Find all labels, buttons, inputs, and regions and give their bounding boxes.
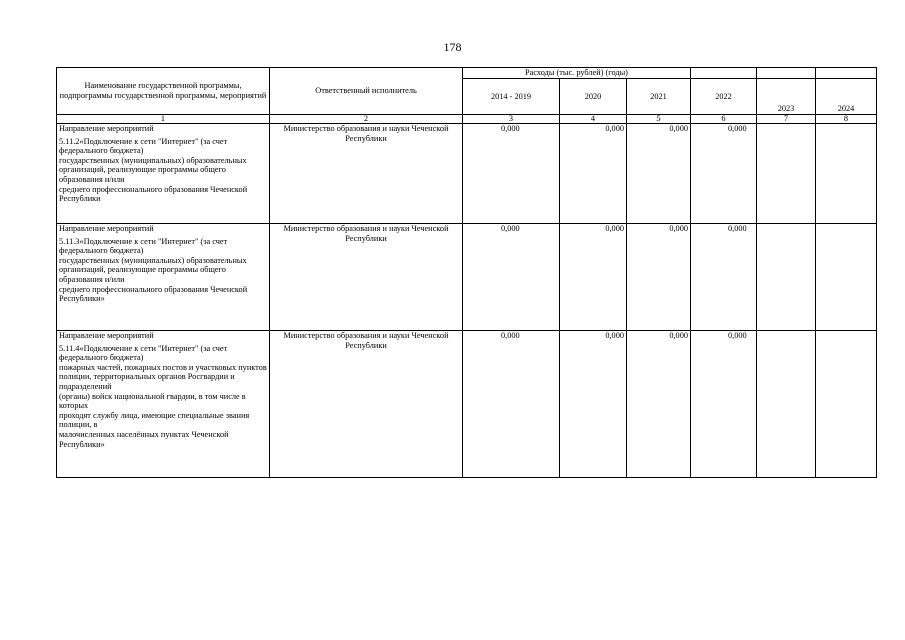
year-header: 2023: [757, 79, 816, 115]
header-row-1: [57, 68, 877, 79]
column-number: 4: [560, 115, 627, 124]
column-number: 2: [270, 115, 463, 124]
header-blank-cell: [757, 68, 816, 79]
col-expenses-header: Расходы (тыс. рублей) (годы): [463, 68, 691, 79]
column-number: 5: [627, 115, 691, 124]
page-number: 178: [443, 40, 462, 54]
table-row: [57, 224, 877, 331]
table-row: [57, 331, 877, 478]
value-cell: 0,000: [463, 124, 560, 224]
value-cell: 0,000: [560, 124, 627, 224]
value-cell: 0,000: [560, 224, 627, 331]
header-blank-cell: [691, 68, 757, 79]
year-header: 2014 - 2019: [463, 79, 560, 115]
value-cell: [816, 224, 877, 331]
value-cell: 0,000: [691, 331, 757, 478]
column-number-row: [57, 115, 877, 124]
column-number: 6: [691, 115, 757, 124]
column-number: 3: [463, 115, 560, 124]
activity-name: Направление мероприятий 5.11.4«Подключение к сети "Интернет" (за счет федерального бюджета) пожарных частей, пожарных постов и участковых пунктов полиции, территориальных органов Росгвардии и подразделений (органы) войск национальной гвардии, в том числе в которых проходят службу лица, имеющие специальные звания полиции, в малочисленных населённых пунктах Чеченской Республики»: [57, 331, 270, 478]
year-header: 2021: [627, 79, 691, 115]
year-header: 2020: [560, 79, 627, 115]
col-executor-header: Ответственный исполнитель: [270, 68, 463, 115]
budget-table: [56, 67, 877, 478]
column-number: 1: [57, 115, 270, 124]
value-cell: [757, 331, 816, 478]
header-blank-cell: [816, 68, 877, 79]
value-cell: [816, 124, 877, 224]
column-number: 8: [816, 115, 877, 124]
column-number: 7: [757, 115, 816, 124]
value-cell: [757, 224, 816, 331]
col-name-header: Наименование государственной программы, подпрограммы государственной программы, мероприятий: [57, 68, 270, 115]
activity-name: Направление мероприятий 5.11.2«Подключение к сети "Интернет" (за счет федерального бюджета) государственных (муниципальных) образовательных организаций, реализующие программы общего образования и/или среднего профессионального образования Чеченской Республики: [57, 124, 270, 224]
year-header: 2024: [816, 79, 877, 115]
value-cell: 0,000: [627, 124, 691, 224]
year-header: 2022: [691, 79, 757, 115]
value-cell: 0,000: [691, 124, 757, 224]
value-cell: 0,000: [627, 331, 691, 478]
responsible-executor: Министерство образования и науки Чеченской Республики: [270, 124, 463, 224]
value-cell: [816, 331, 877, 478]
value-cell: 0,000: [627, 224, 691, 331]
value-cell: 0,000: [560, 331, 627, 478]
responsible-executor: Министерство образования и науки Чеченской Республики: [270, 331, 463, 478]
value-cell: 0,000: [463, 224, 560, 331]
value-cell: [757, 124, 816, 224]
table-row: [57, 124, 877, 224]
value-cell: 0,000: [691, 224, 757, 331]
activity-name: Направление мероприятий 5.11.3«Подключение к сети "Интернет" (за счет федерального бюджета) государственных (муниципальных) образовательных организаций, реализующие программы общего образования и/или среднего профессионального образования Чеченской Республики»: [57, 224, 270, 331]
value-cell: 0,000: [463, 331, 560, 478]
responsible-executor: Министерство образования и науки Чеченской Республики: [270, 224, 463, 331]
